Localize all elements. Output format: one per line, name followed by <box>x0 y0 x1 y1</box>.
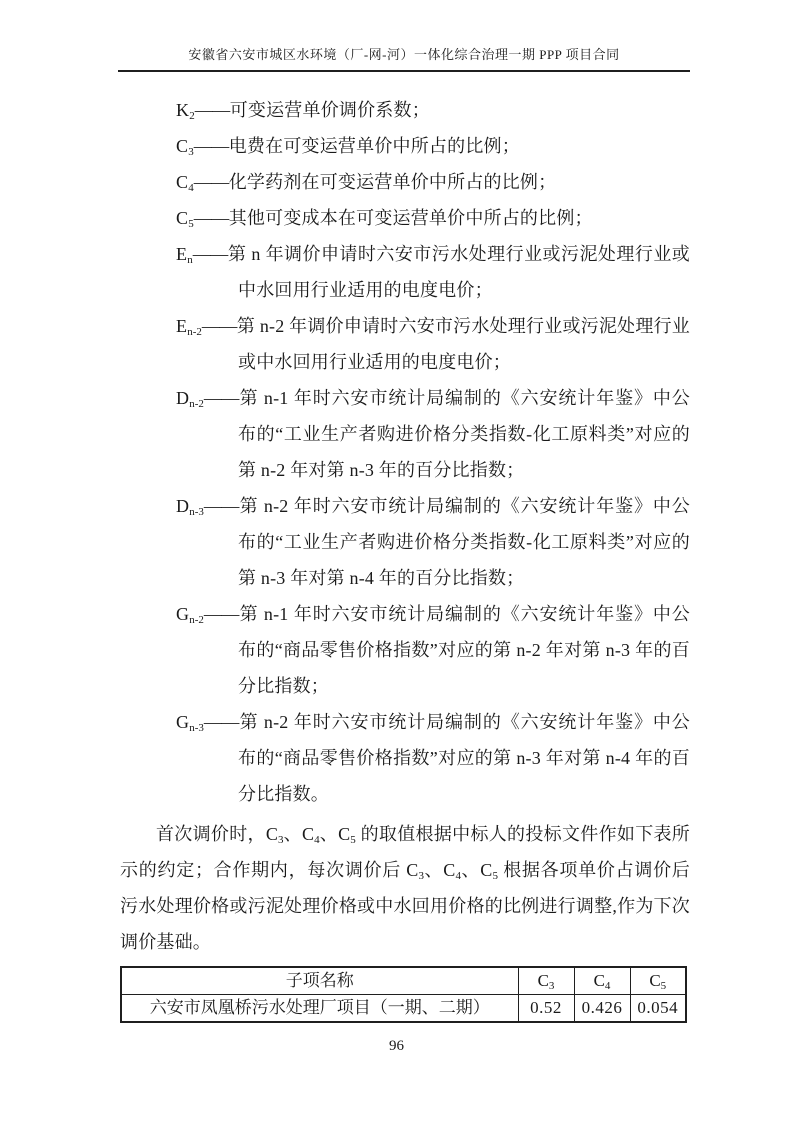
column-label-subscript: 5 <box>660 980 667 992</box>
paragraph-text: 首次调价时，C <box>156 824 279 844</box>
table-header-cell <box>121 967 518 995</box>
coefficients-table <box>120 966 687 1023</box>
definition-term-subscript: n-2 <box>187 326 202 338</box>
column-label: C <box>649 971 661 990</box>
paragraph-subscript: 3 <box>418 870 424 882</box>
paragraph-subscript: 4 <box>314 834 320 846</box>
definition-term: G <box>176 712 190 732</box>
definition-dash: —— <box>193 136 229 156</box>
definition-term-subscript: n-2 <box>189 398 204 410</box>
definition-body: 第 n-2 年时六安市统计局编制的《六安统计年鉴》中公布的“商品零售价格指数”对应的第 n-3 年对第 n-4 年的百分比指数。 <box>238 712 690 804</box>
definitions-list <box>120 92 690 812</box>
definition-term: C <box>176 136 189 156</box>
definition-item <box>176 236 690 308</box>
definition-item <box>176 488 690 596</box>
definition-term-subscript: 5 <box>188 218 194 230</box>
table-body <box>121 995 686 1023</box>
paragraph-text: 、C <box>423 860 456 880</box>
body-paragraph <box>120 816 690 960</box>
table-header-cell <box>574 967 630 995</box>
coefficient-value-cell: 0.52 <box>518 995 574 1023</box>
table-header-row <box>121 967 686 995</box>
definition-item <box>176 380 690 488</box>
definition-body: 第 n-2 年时六安市统计局编制的《六安统计年鉴》中公布的“工业生产者购进价格分类指数-化工原料类”对应的第 n-3 年对第 n-4 年的百分比指数； <box>238 496 690 588</box>
definition-dash: —— <box>193 172 229 192</box>
definition-item <box>176 92 690 128</box>
definition-term: D <box>176 388 190 408</box>
table-header <box>121 967 686 995</box>
definition-term: C <box>176 172 189 192</box>
paragraph-subscript: 5 <box>350 834 356 846</box>
table-row <box>121 995 686 1023</box>
definition-dash: —— <box>193 208 229 228</box>
definition-term-subscript: n-3 <box>189 506 204 518</box>
column-label-subscript: 3 <box>548 980 555 992</box>
paragraph-text: 、C <box>283 824 315 844</box>
subproject-name-cell: 六安市凤凰桥污水处理厂项目（一期、二期） <box>121 995 518 1023</box>
paragraph-text: 根据各项单价占调价后污水处理价格或污泥处理价格或中水回用价格的比例进行调整,作为下次调价基础。 <box>120 860 691 952</box>
table-header-cell <box>630 967 686 995</box>
column-label-subscript: 4 <box>604 980 611 992</box>
coefficient-value-cell: 0.054 <box>630 995 686 1023</box>
definition-term-subscript: n <box>187 254 193 266</box>
definition-term-subscript: 4 <box>188 182 194 194</box>
definition-item <box>176 164 690 200</box>
definition-body: 第 n-1 年时六安市统计局编制的《六安统计年鉴》中公布的“工业生产者购进价格分类指数-化工原料类”对应的第 n-2 年对第 n-3 年的百分比指数； <box>238 388 690 480</box>
paragraph-text: 、C <box>460 860 493 880</box>
definition-term-subscript: n-3 <box>189 722 204 734</box>
definition-term: E <box>176 244 188 264</box>
paragraph-subscript: 4 <box>455 870 461 882</box>
page-header <box>118 44 690 72</box>
definition-dash: —— <box>194 100 230 120</box>
definition-body: 第 n-2 年调价申请时六安市污水处理行业或污泥处理行业或中水回用行业适用的电度电价； <box>236 316 690 372</box>
coefficient-value-cell: 0.426 <box>574 995 630 1023</box>
definition-item <box>176 704 690 812</box>
table-header-cell <box>518 967 574 995</box>
definition-term: E <box>176 316 188 336</box>
definition-item <box>176 596 690 704</box>
definition-dash: —— <box>192 244 228 264</box>
page-content <box>120 92 690 1023</box>
definition-dash: —— <box>201 316 237 336</box>
paragraph-text: 的取值根据中标人的投标文件作如下表所示的约定；合作期内，每次调价后 C <box>120 824 691 880</box>
definition-term: C <box>176 208 189 228</box>
definition-dash: —— <box>203 388 239 408</box>
definition-term: K <box>176 100 190 120</box>
definition-item <box>176 200 690 236</box>
definition-body: 第 n 年调价申请时六安市污水处理行业或污泥处理行业或中水回用行业适用的电度电价； <box>227 244 690 300</box>
definition-dash: —— <box>203 604 239 624</box>
paragraph-subscript: 3 <box>278 834 284 846</box>
column-label: C <box>537 971 549 990</box>
definition-term: G <box>176 604 190 624</box>
column-label: C <box>593 971 605 990</box>
definition-body: 可变运营单价调价系数； <box>229 100 430 120</box>
definition-item <box>176 128 690 164</box>
definition-term: D <box>176 496 190 516</box>
definition-dash: —— <box>203 496 239 516</box>
definition-term-subscript: 2 <box>189 110 195 122</box>
definition-body: 电费在可变运营单价中所占的比例； <box>228 136 520 156</box>
paragraph-subscript: 5 <box>492 870 498 882</box>
definition-term-subscript: n-2 <box>189 614 204 626</box>
definition-body: 其他可变成本在可变运营单价中所占的比例； <box>228 208 593 228</box>
definition-dash: —— <box>203 712 239 732</box>
definition-item <box>176 308 690 380</box>
header-title: 安徽省六安市城区水环境（厂-网-河）一体化综合治理一期 PPP 项目合同 <box>188 47 620 62</box>
column-label: 子项名称 <box>285 971 354 990</box>
definition-term-subscript: 3 <box>188 146 194 158</box>
definition-body: 第 n-1 年时六安市统计局编制的《六安统计年鉴》中公布的“商品零售价格指数”对应的第 n-2 年对第 n-3 年的百分比指数； <box>238 604 690 696</box>
paragraph-text: 、C <box>319 824 351 844</box>
definition-body: 化学药剂在可变运营单价中所占的比例； <box>228 172 557 192</box>
page-number: 96 <box>389 1038 404 1054</box>
